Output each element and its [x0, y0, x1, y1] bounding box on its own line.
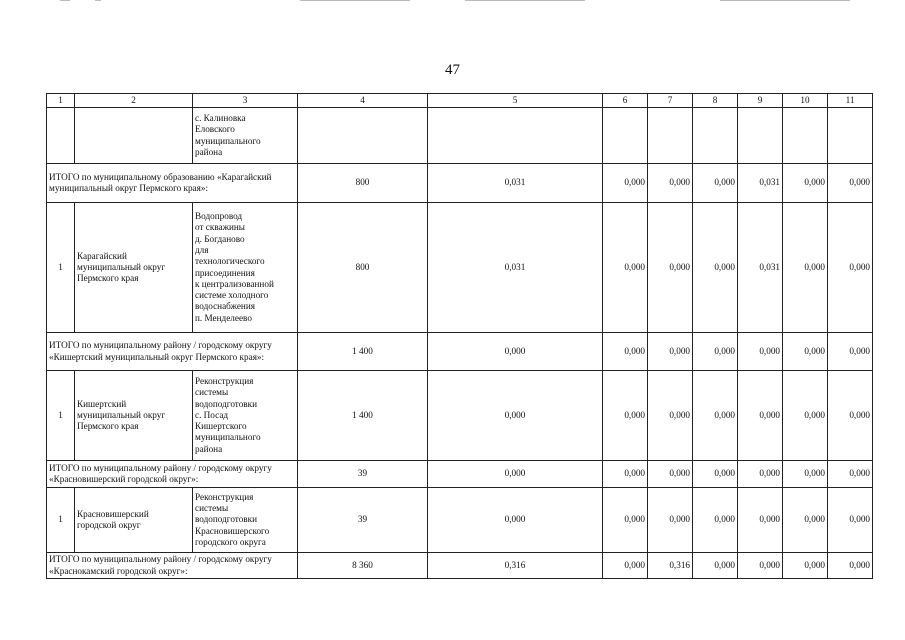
cell-col4: 800: [298, 164, 428, 203]
cell-col6: 0,000: [603, 203, 648, 333]
column-header-9: 9: [738, 94, 783, 108]
column-header-1: 1: [47, 94, 75, 108]
total-row: [47, 164, 873, 203]
cell-col9: 0,031: [738, 164, 783, 203]
cell-municipality: Карагайский муниципальный округ Пермского края: [75, 203, 193, 333]
cell-col6: 0,000: [603, 553, 648, 579]
total-label: ИТОГО по муниципальному образованию «Карагайский муниципальный округ Пермского края»:: [47, 164, 298, 203]
table-row: [47, 371, 873, 461]
page-number: 47: [445, 62, 460, 78]
cell-col7: 0,316: [648, 553, 693, 579]
scan-edge-line: [300, 0, 410, 1]
cell-col4: 1 400: [298, 333, 428, 371]
scan-edge-line: [95, 0, 101, 1]
cell-col9: 0,031: [738, 203, 783, 333]
cell-col6: 0,000: [603, 333, 648, 371]
column-header-4: 4: [298, 94, 428, 108]
column-header-8: 8: [693, 94, 738, 108]
table-row: [47, 203, 873, 333]
total-label: ИТОГО по муниципальному району / городскому округу «Кишертский муниципальный округ Пермского края»:: [47, 333, 298, 371]
cell-col11: 0,000: [828, 553, 873, 579]
cell-col6: 0,000: [603, 371, 648, 461]
cell-col7: [648, 108, 693, 164]
column-header-10: 10: [783, 94, 828, 108]
table-row: [47, 108, 873, 164]
cell-col5: 0,000: [428, 461, 603, 488]
cell-col11: 0,000: [828, 371, 873, 461]
cell-municipality: [75, 108, 193, 164]
cell-col9: [738, 108, 783, 164]
cell-col10: 0,000: [783, 461, 828, 488]
cell-col8: 0,000: [693, 371, 738, 461]
cell-col9: 0,000: [738, 461, 783, 488]
cell-number: 1: [47, 371, 75, 461]
cell-municipality: Красновишерский городской округ: [75, 488, 193, 553]
cell-col5: 0,316: [428, 553, 603, 579]
cell-col7: 0,000: [648, 461, 693, 488]
cell-col7: 0,000: [648, 164, 693, 203]
cell-col10: 0,000: [783, 488, 828, 553]
data-table: [46, 93, 873, 579]
cell-col7: 0,000: [648, 371, 693, 461]
cell-col5: 0,000: [428, 333, 603, 371]
column-header-3: 3: [193, 94, 298, 108]
cell-col11: [828, 108, 873, 164]
cell-number: [47, 108, 75, 164]
cell-col5: 0,031: [428, 203, 603, 333]
cell-col11: 0,000: [828, 164, 873, 203]
cell-object: Реконструкция системы водоподготовки Красновишерского городского округа: [193, 488, 298, 553]
scan-edge-line: [720, 0, 850, 1]
cell-col7: 0,000: [648, 488, 693, 553]
cell-col6: [603, 108, 648, 164]
cell-col9: 0,000: [738, 371, 783, 461]
cell-col11: 0,000: [828, 203, 873, 333]
cell-col5: 0,000: [428, 371, 603, 461]
cell-col5: [428, 108, 603, 164]
cell-municipality: Кишертский муниципальный округ Пермского края: [75, 371, 193, 461]
cell-col9: 0,000: [738, 553, 783, 579]
total-row: [47, 333, 873, 371]
cell-col8: 0,000: [693, 461, 738, 488]
cell-number: 1: [47, 203, 75, 333]
cell-col8: [693, 108, 738, 164]
column-header-5: 5: [428, 94, 603, 108]
cell-col11: 0,000: [828, 488, 873, 553]
total-row: [47, 461, 873, 488]
column-header-6: 6: [603, 94, 648, 108]
cell-col9: 0,000: [738, 333, 783, 371]
cell-col9: 0,000: [738, 488, 783, 553]
cell-col10: 0,000: [783, 371, 828, 461]
column-header-11: 11: [828, 94, 873, 108]
cell-col7: 0,000: [648, 333, 693, 371]
cell-col4: 800: [298, 203, 428, 333]
cell-col7: 0,000: [648, 203, 693, 333]
table-row: [47, 488, 873, 553]
column-header-7: 7: [648, 94, 693, 108]
scan-edge-line: [465, 0, 585, 1]
cell-col10: 0,000: [783, 553, 828, 579]
cell-col4: 39: [298, 488, 428, 553]
cell-object: Реконструкция системы водоподготовки с. Посад Кишертского муниципального района: [193, 371, 298, 461]
total-row: [47, 553, 873, 579]
total-label: ИТОГО по муниципальному району / городскому округу «Краснокамский городской округ»:: [47, 553, 298, 579]
cell-col4: 8 360: [298, 553, 428, 579]
cell-col8: 0,000: [693, 333, 738, 371]
cell-col6: 0,000: [603, 164, 648, 203]
cell-col4: 39: [298, 461, 428, 488]
cell-col4: 1 400: [298, 371, 428, 461]
cell-number: 1: [47, 488, 75, 553]
cell-col6: 0,000: [603, 461, 648, 488]
cell-col8: 0,000: [693, 488, 738, 553]
header-row: [47, 94, 873, 108]
cell-object: Водопровод от скважины д. Богданово для технологического присоединения к централизованной системе холодного водоснабжения п. Менделеево: [193, 203, 298, 333]
cell-col8: 0,000: [693, 203, 738, 333]
cell-col8: 0,000: [693, 164, 738, 203]
cell-col8: 0,000: [693, 553, 738, 579]
cell-col10: [783, 108, 828, 164]
column-header-2: 2: [75, 94, 193, 108]
cell-col11: 0,000: [828, 461, 873, 488]
cell-col6: 0,000: [603, 488, 648, 553]
cell-col5: 0,000: [428, 488, 603, 553]
cell-col4: [298, 108, 428, 164]
cell-col10: 0,000: [783, 203, 828, 333]
cell-col10: 0,000: [783, 333, 828, 371]
total-label: ИТОГО по муниципальному району / городскому округу «Красновишерский городской округ»:: [47, 461, 298, 488]
cell-col10: 0,000: [783, 164, 828, 203]
cell-object: с. Калиновка Еловского муниципального района: [193, 108, 298, 164]
cell-col11: 0,000: [828, 333, 873, 371]
cell-col5: 0,031: [428, 164, 603, 203]
scan-edge-line: [60, 0, 70, 1]
